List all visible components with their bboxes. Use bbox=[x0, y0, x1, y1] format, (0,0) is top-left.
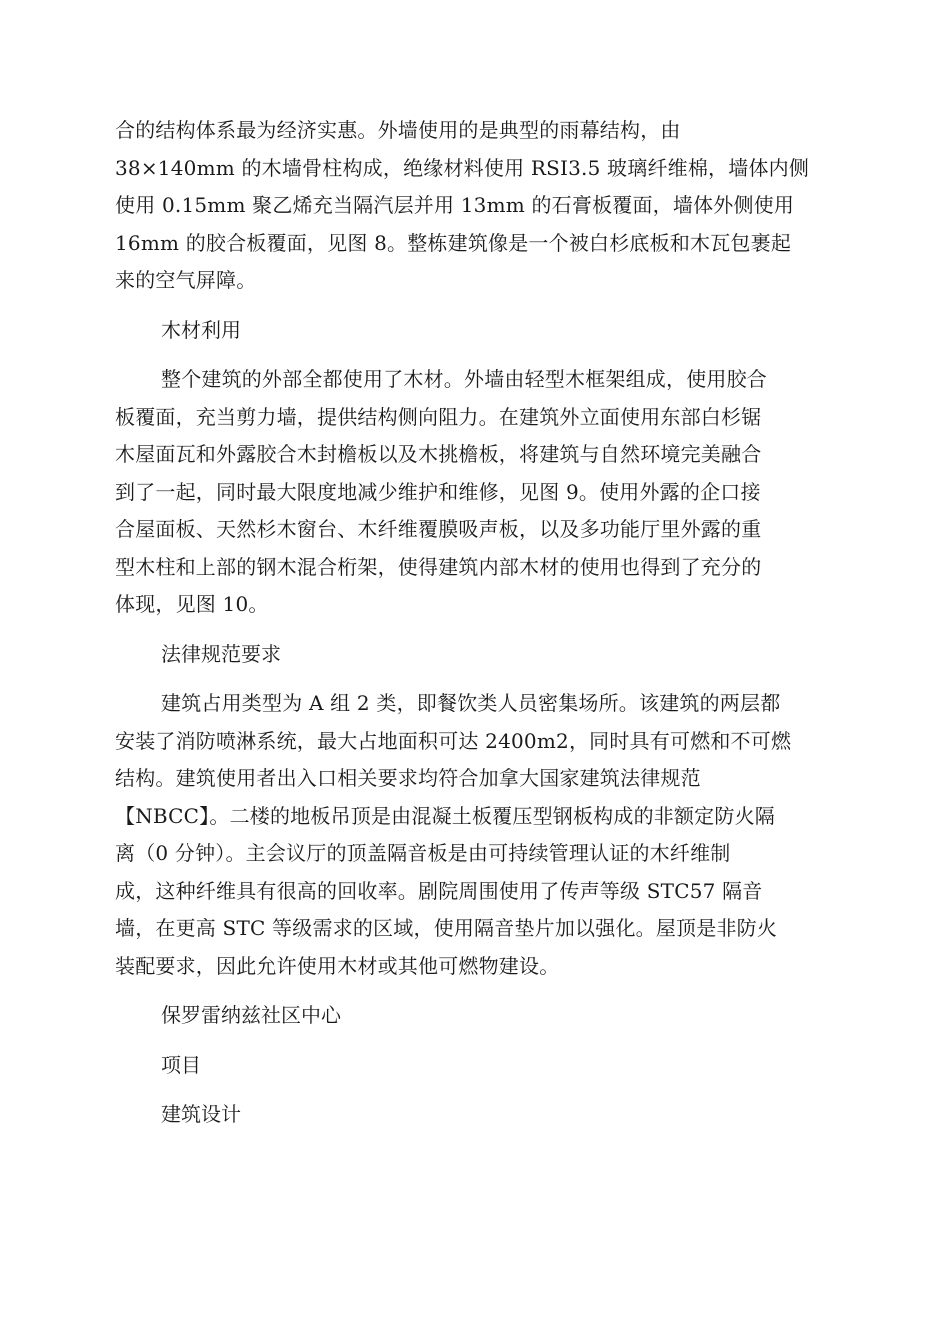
text-line: 整个建筑的外部全都使用了木材。外墙由轻型木框架组成，使用胶合 bbox=[161, 367, 767, 391]
paragraph-structure bbox=[115, 112, 840, 300]
section-heading-wood-use: 木材利用 bbox=[161, 317, 241, 342]
document-page bbox=[115, 112, 840, 1134]
text-line: 到了一起，同时最大限度地减少维护和维修，见图 9。使用外露的企口接 bbox=[115, 479, 761, 504]
text-line: 装配要求，因此允许使用木材或其他可燃物建设。 bbox=[115, 953, 560, 978]
text-line: 来的空气屏障。 bbox=[115, 268, 257, 292]
text-line: 成，这种纤维具有很高的回收率。剧院周围使用了传声等级 STC57 隔音 bbox=[115, 878, 763, 903]
text-line: 建筑占用类型为 A 组 2 类，即餐饮类人员密集场所。该建筑的两层都 bbox=[161, 691, 781, 715]
text-line: 合的结构体系最为经济实惠。外墙使用的是典型的雨幕结构，由 bbox=[115, 118, 681, 142]
text-line: 板覆面，充当剪力墙，提供结构侧向阻力。在建筑外立面使用东部白杉锯 bbox=[115, 404, 762, 429]
paragraph-wood-use bbox=[115, 361, 840, 624]
section-heading-community-center: 保罗雷纳兹社区中心 bbox=[161, 1003, 341, 1027]
text-line: 型木柱和上部的钢木混合桁架，使得建筑内部木材的使用也得到了充分的 bbox=[115, 554, 762, 579]
section-heading-code-requirements: 法律规范要求 bbox=[161, 641, 281, 666]
section-heading-project: 项目 bbox=[161, 1052, 201, 1077]
text-line: 使用 0.15mm 聚乙烯充当隔汽层并用 13mm 的石膏板覆面，墙体外侧使用 bbox=[115, 193, 795, 217]
text-line: 38×140mm 的木墙骨柱构成，绝缘材料使用 RSI3.5 玻璃纤维棉，墙体内侧 bbox=[115, 155, 810, 180]
text-line: 安装了消防喷淋系统，最大占地面积可达 2400m2，同时具有可燃和不可燃 bbox=[115, 728, 792, 753]
paragraph-code-requirements bbox=[115, 685, 840, 985]
text-line: 合屋面板、天然杉木窗台、木纤维覆膜吸声板，以及多功能厅里外露的重 bbox=[115, 517, 762, 541]
text-line: 木屋面瓦和外露胶合木封檐板以及木挑檐板，将建筑与自然环境完美融合 bbox=[115, 442, 762, 466]
text-line: 体现，见图 10。 bbox=[115, 592, 269, 616]
text-line: 结构。建筑使用者出入口相关要求均符合加拿大国家建筑法律规范 bbox=[115, 766, 701, 790]
text-line: 16mm 的胶合板覆面，见图 8。整栋建筑像是一个被白杉底板和木瓦包裹起 bbox=[115, 230, 792, 255]
section-heading-architecture: 建筑设计 bbox=[161, 1102, 241, 1126]
text-line: 离（0 分钟）。主会议厅的顶盖隔音板是由可持续管理认证的木纤维制 bbox=[115, 841, 731, 865]
text-line: 墙，在更高 STC 等级需求的区域，使用隔音垫片加以强化。屋顶是非防火 bbox=[115, 916, 778, 940]
text-line: 【NBCC】。二楼的地板吊顶是由混凝土板覆压型钢板构成的非额定防火隔 bbox=[115, 803, 775, 828]
